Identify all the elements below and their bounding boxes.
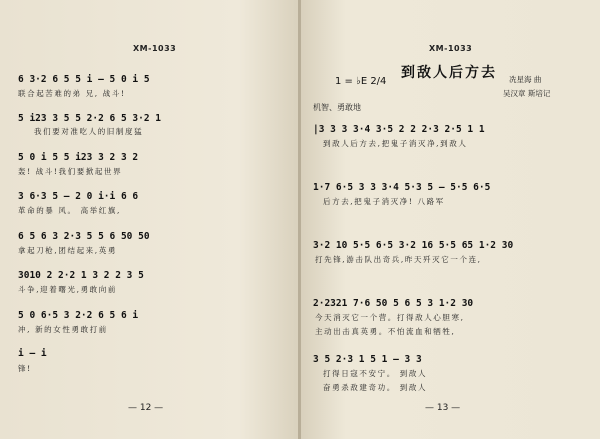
key-signature: 1 = ♭E 2/4: [335, 76, 387, 87]
notation-line: 5 0 6·5 3 2·2 6 5 6 i: [18, 310, 139, 321]
lyric-line: 奋勇杀敌建奇功。 到敌人: [323, 383, 428, 392]
notation-line: i — i: [18, 348, 47, 359]
song-title: 到敌人后方去: [401, 65, 497, 81]
lyric-line: 主动出击真英勇。不怕流血和牺牲,: [315, 327, 456, 336]
lyric-line: 斗争,迎着曙光,勇敢向前: [18, 285, 117, 294]
right-page: [301, 0, 600, 439]
notation-line: 3 5 2·3 1 5 1 — 3 3: [313, 354, 422, 365]
lyric-line: 打先锋,游击队出奇兵,昨天歼灭它一个连,: [315, 255, 482, 264]
lyric-line: 今天消灭它一个营。打得敌人心胆寒,: [315, 313, 465, 322]
page-number: — 13 —: [425, 403, 461, 413]
lyric-line: 锋!: [18, 364, 32, 373]
notation-line: 3·2 10 5·5 6·5 3·2 16 5·5 65 1·2 30: [313, 240, 514, 251]
lyric-line: 打得日寇不安宁。 到敌人: [323, 369, 428, 378]
notation-line: 3 6·3 5 — 2 0 i·i 6 6: [18, 191, 139, 202]
lyric-line: 到敌人后方去,把鬼子消灭净,到敌人: [323, 139, 468, 148]
lyric-line: 联合起苦难的弟 兄, 战斗!: [18, 89, 126, 98]
lyric-line: 革命的暴 风。 高举红旗,: [18, 206, 121, 215]
lyric-line: 我们要对准吃人的旧制度猛: [34, 127, 144, 136]
lyric-line: 冲, 新的女性勇敢打前: [18, 325, 108, 334]
tempo-marking: 机智、勇敢地: [313, 103, 361, 112]
notation-line: 6 3·2 6 5 5 i — 5 0 i 5: [18, 74, 150, 85]
composer-credit: 吴汉章 斯培记: [503, 89, 551, 98]
page-number: — 12 —: [128, 403, 164, 413]
lyric-line: 后方去,把鬼子消灭净! 八路军: [323, 197, 445, 206]
notation-line: 2·2321 7·6 50 5 6 5 3 1·2 30: [313, 298, 474, 309]
page-header: XM-1033: [133, 44, 177, 53]
notation-line: 3010 2 2·2 1 3 2 2 3 5: [18, 270, 144, 281]
notation-line: |3 3 3 3·4 3·5 2 2 2·3 2·5 1 1: [313, 124, 485, 135]
notation-line: 5 0 i 5 5 i23 3 2 3 2: [18, 152, 139, 163]
notation-line: 1·7 6·5 3 3 3·4 5·3 5 — 5·5 6·5: [313, 182, 491, 193]
notation-line: 6 5 6 3 2·3 5 5 6 50 50: [18, 231, 150, 242]
page-header: XM-1033: [429, 44, 473, 53]
left-page: [0, 0, 299, 439]
lyric-line: 轰! 战斗!我们要掀起世界: [18, 167, 123, 176]
lyricist-credit: 冼星海 曲: [509, 75, 542, 84]
lyric-line: 拿起刀枪,团结起来,英勇: [18, 246, 117, 255]
notation-line: 5 i23 3 5 5 2·2 6 5 3·2 1: [18, 113, 161, 124]
